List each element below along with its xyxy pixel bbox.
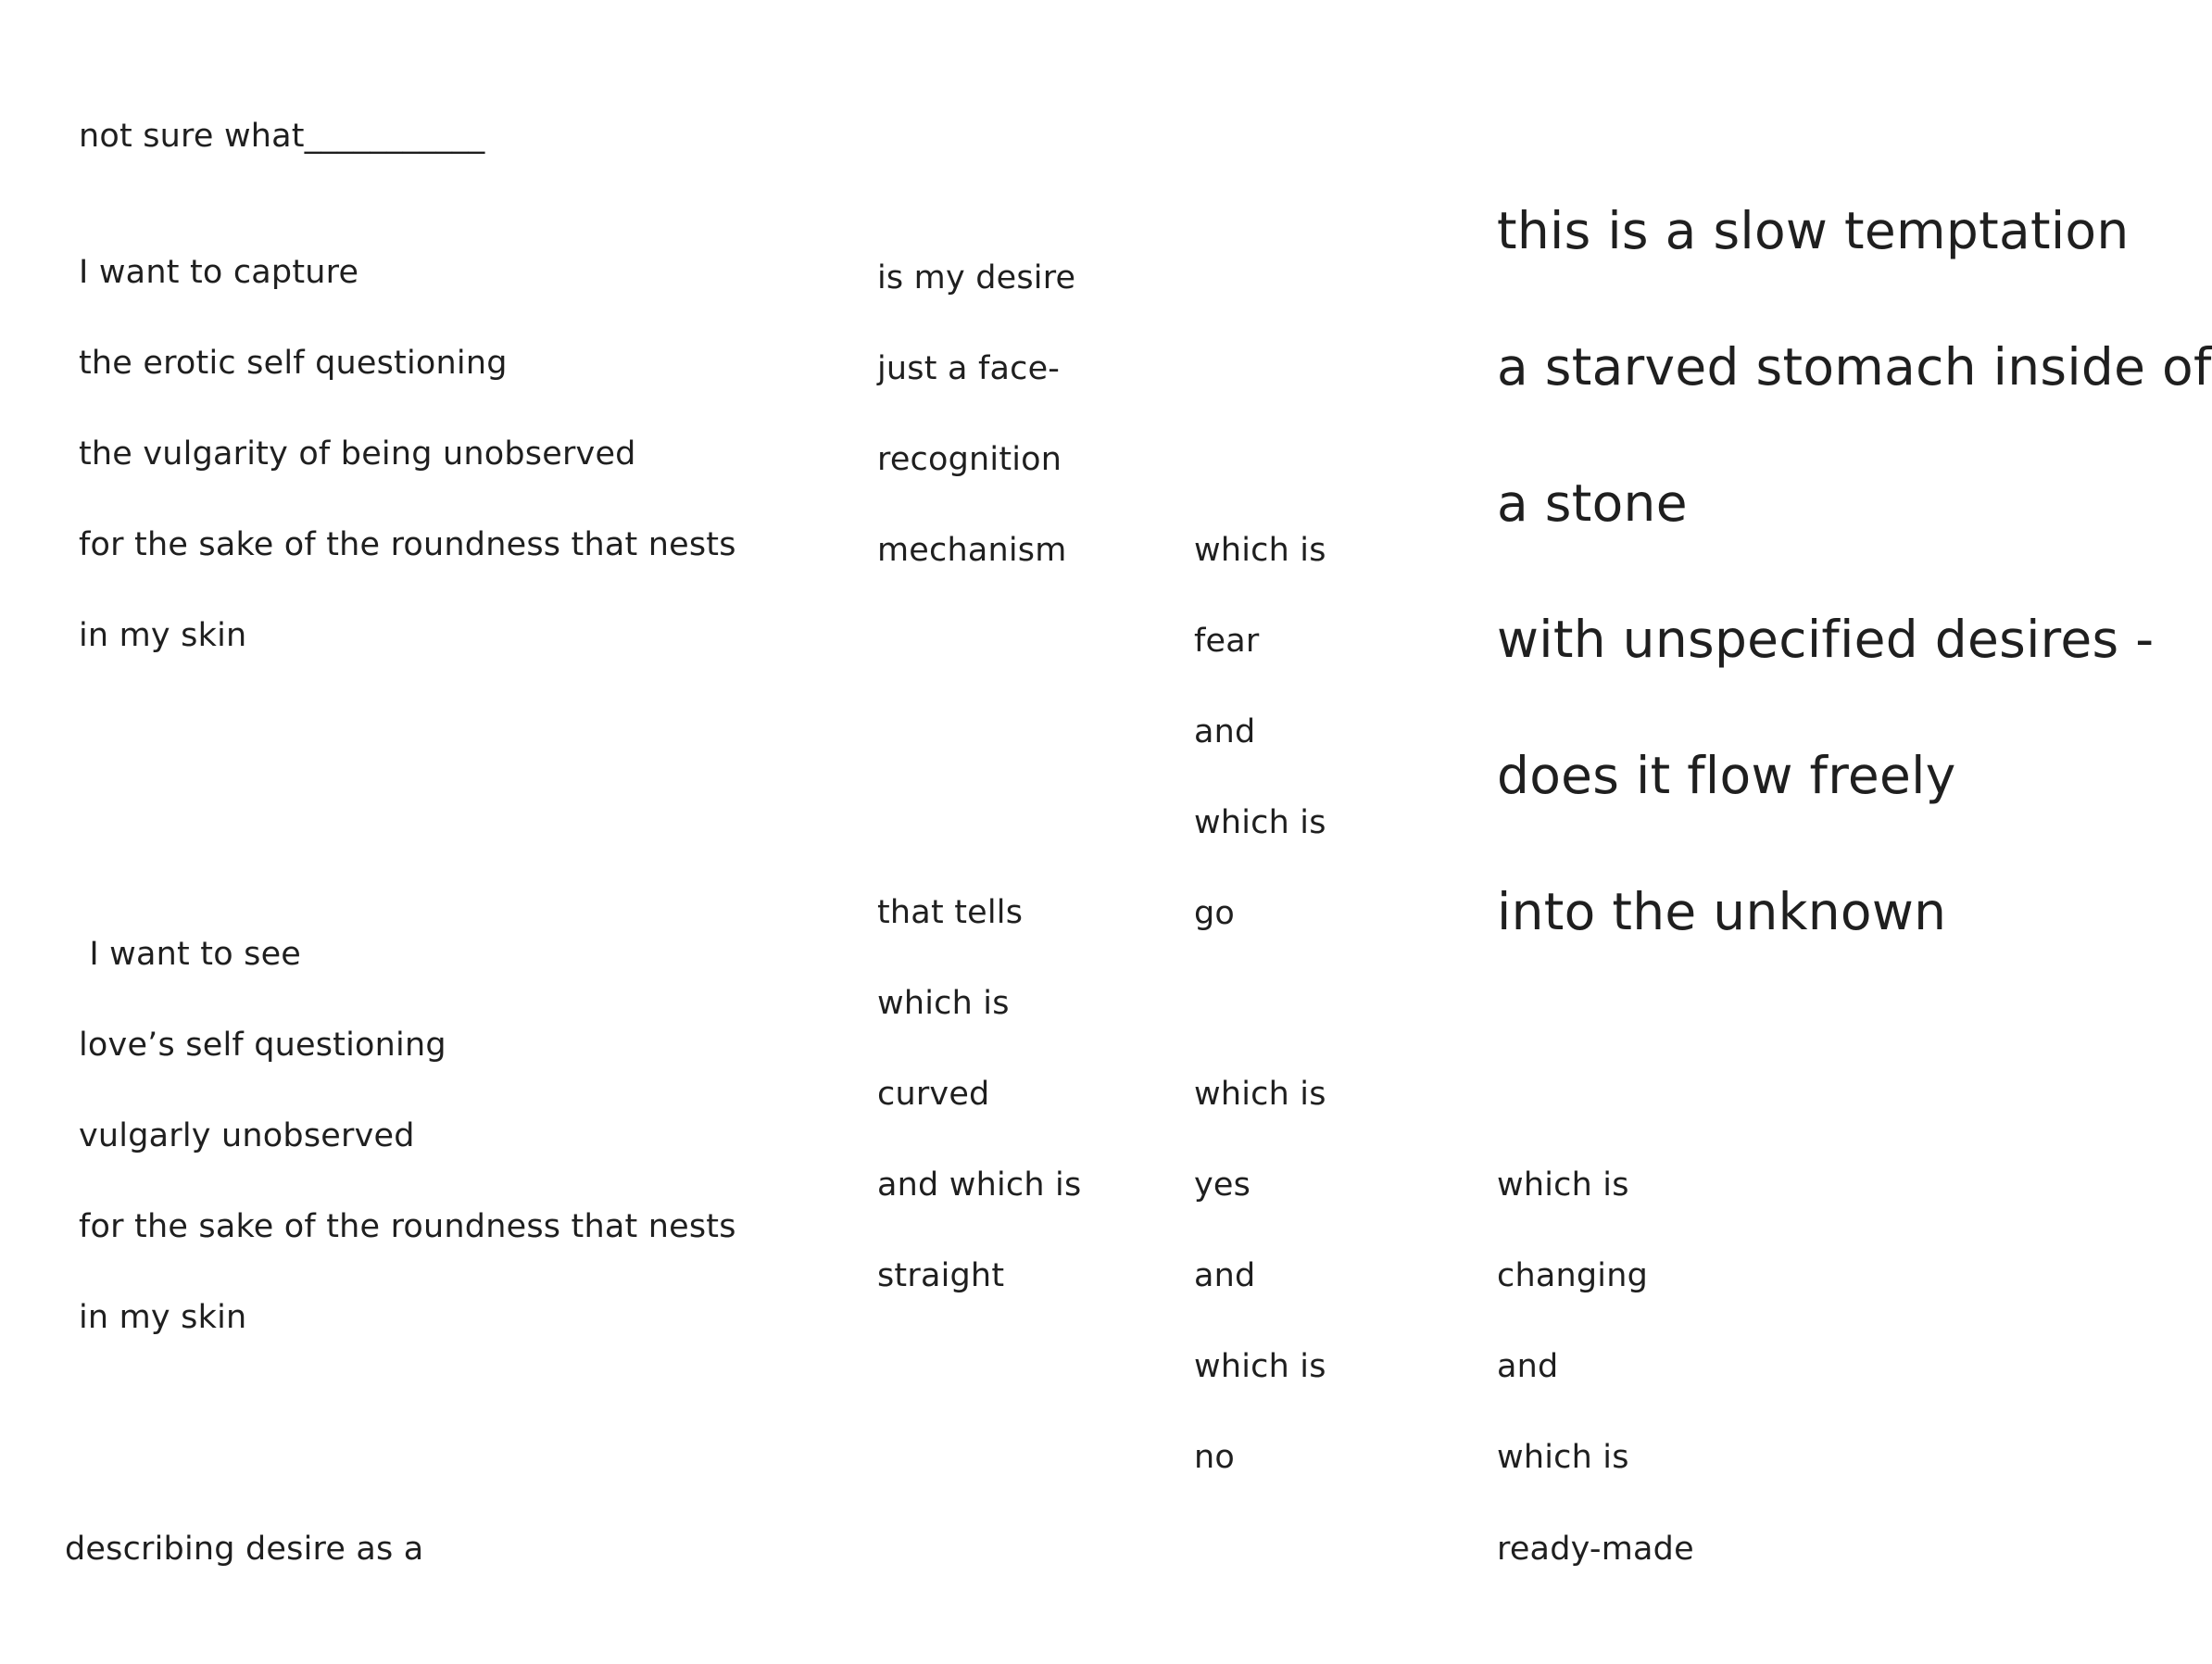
temptation-line-2: a starved stomach inside of [1497,337,2212,397]
which-line-10: no [1194,1439,1235,1476]
stanza-see-line-3: vulgarly unobserved [79,1117,415,1154]
temptation-line-8: changing [1497,1257,1648,1294]
temptation-line-4: with unspecified desires - [1497,610,2155,669]
which-line-3: and [1194,713,1256,750]
which-line-7: yes [1194,1166,1251,1204]
stanza-capture-line-1: I want to capture [79,254,359,291]
stanza-capture-line-4: for the sake of the roundness that nests [79,526,736,563]
desire-line-7: curved [877,1076,990,1113]
desire-line-4: mechanism [877,532,1067,569]
stanza-see-line-5: in my skin [79,1299,247,1336]
stanza-capture-line-2: the erotic self questioning [79,345,508,382]
temptation-line-7: which is [1497,1166,1629,1204]
temptation-line-6: into the unknown [1497,882,1947,941]
desire-line-2: just a face- [877,350,1061,387]
which-line-1: which is [1194,532,1326,569]
temptation-line-3: a stone [1497,473,1688,533]
which-line-4: which is [1194,804,1326,841]
stanza-capture-line-5: in my skin [79,617,247,654]
poem-title: not sure what___________ [79,118,485,155]
which-line-9: which is [1194,1348,1326,1385]
which-line-5: go [1194,895,1236,932]
stanza-see-line-1: I want to see [79,936,302,973]
temptation-line-1: this is a slow temptation [1497,201,2130,260]
which-line-6: which is [1194,1076,1326,1113]
which-line-2: fear [1194,623,1260,660]
desire-line-5: that tells [877,894,1024,931]
temptation-line-11: ready-made [1497,1531,1694,1568]
stanza-capture-line-3: the vulgarity of being unobserved [79,435,636,473]
which-line-8: and [1194,1257,1256,1294]
desire-line-6: which is [877,985,1010,1022]
desire-line-9: straight [877,1257,1005,1294]
temptation-line-5: does it flow freely [1497,746,1956,805]
desire-line-1: is my desire [877,259,1076,296]
footer-line: describing desire as a [65,1531,424,1568]
stanza-see-line-2: love’s self questioning [79,1027,446,1064]
desire-line-8: and which is [877,1166,1082,1204]
temptation-line-9: and [1497,1348,1559,1385]
desire-line-3: recognition [877,441,1062,478]
stanza-see-line-4: for the sake of the roundness that nests [79,1208,736,1245]
temptation-line-10: which is [1497,1439,1629,1476]
